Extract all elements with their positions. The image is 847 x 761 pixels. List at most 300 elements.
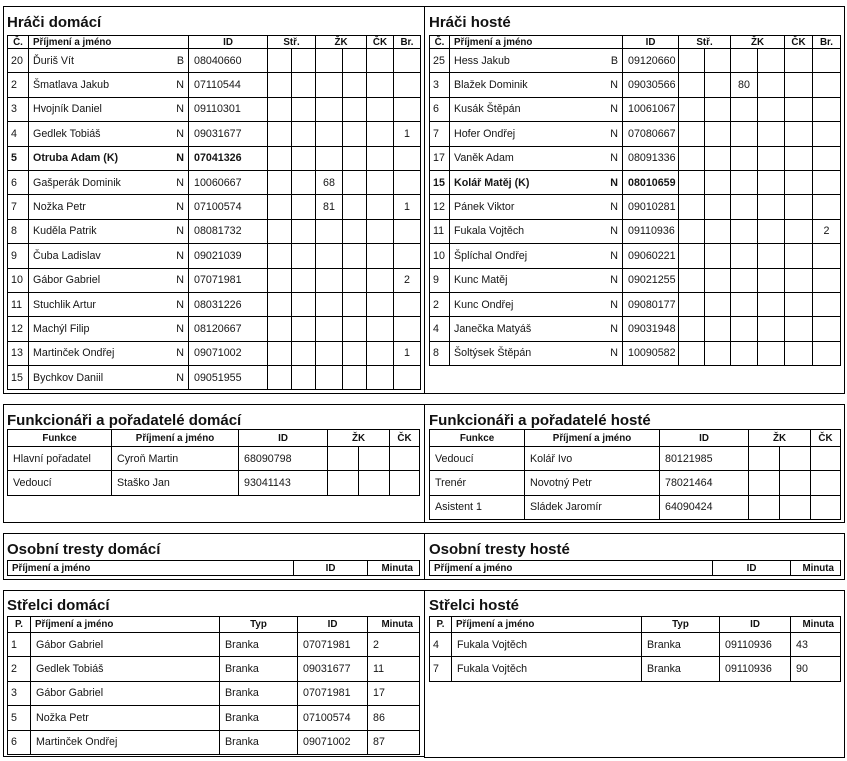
yellow-card-cell (780, 447, 811, 471)
player-flag: N (176, 371, 184, 384)
yellow-card-cell (343, 292, 367, 316)
player-number: 8 (430, 341, 450, 365)
substitution-cell (268, 317, 292, 341)
player-name: Hvojník Daniel (33, 103, 102, 116)
substitution-cell (705, 317, 731, 341)
player-name-cell (29, 73, 189, 97)
player-id: 09120660 (623, 49, 679, 73)
red-card-cell (785, 49, 813, 73)
player-flag: N (176, 103, 184, 116)
yellow-card-cell (359, 471, 390, 495)
scorer-row (8, 681, 420, 705)
col-minute: Minuta (791, 561, 841, 576)
scorer-name: Nožka Petr (31, 706, 220, 730)
yellow-card-cell (316, 366, 343, 390)
col-minute: Minuta (791, 617, 841, 633)
col-id: ID (189, 36, 268, 49)
player-row (430, 219, 841, 243)
substitution-cell (268, 341, 292, 365)
red-card-cell (785, 73, 813, 97)
scorer-row (8, 706, 420, 730)
official-function: Asistent 1 (430, 495, 525, 519)
player-flag: N (610, 225, 618, 238)
scorer-type: Branka (220, 681, 298, 705)
goals-cell (394, 366, 421, 390)
player-id: 08091336 (623, 146, 679, 170)
yellow-card-cell (758, 244, 785, 268)
player-name: Kunc Matěj (454, 274, 508, 287)
substitution-cell (679, 146, 705, 170)
player-name: Čuba Ladislav (33, 249, 101, 262)
yellow-card-cell (731, 122, 758, 146)
away-officials-table (429, 429, 841, 520)
player-name-wrapper (454, 55, 618, 67)
goals-cell: 2 (813, 219, 841, 243)
player-row (8, 97, 421, 121)
player-name-wrapper (33, 225, 184, 237)
goals-cell (813, 244, 841, 268)
header-row (8, 430, 420, 447)
player-name-wrapper (454, 299, 618, 311)
player-row (8, 195, 421, 219)
player-row (8, 268, 421, 292)
player-row (8, 146, 421, 170)
official-name: Cyroň Martin (112, 447, 239, 471)
player-row (430, 244, 841, 268)
yellow-card-cell (316, 292, 343, 316)
official-name: Staško Jan (112, 471, 239, 495)
substitution-cell (679, 292, 705, 316)
substitution-cell (268, 122, 292, 146)
substitution-cell (268, 97, 292, 121)
player-name: Stuchlik Artur (33, 298, 96, 311)
player-row (8, 341, 421, 365)
scorer-row (8, 657, 420, 681)
substitution-cell (292, 366, 316, 390)
yellow-card-cell (758, 268, 785, 292)
player-number: 4 (430, 317, 450, 341)
yellow-card-cell (780, 495, 811, 519)
away-penalties-title: Osobní tresty hosté (429, 541, 570, 558)
col-order: P. (8, 617, 31, 633)
player-name: Šmatlava Jakub (33, 79, 110, 92)
player-name: Nožka Petr (33, 201, 86, 214)
scorer-name: Fukala Vojtěch (452, 657, 642, 681)
col-id: ID (239, 430, 328, 447)
player-flag: N (176, 347, 184, 360)
substitution-cell (268, 49, 292, 73)
player-number: 3 (430, 73, 450, 97)
official-row (8, 471, 420, 495)
yellow-card-cell (343, 268, 367, 292)
red-card-cell (785, 195, 813, 219)
away-officials-title: Funkcionáři a pořadatelé hosté (429, 412, 651, 429)
player-name: Bychkov Daniil (33, 371, 104, 384)
scorer-minute: 17 (368, 681, 420, 705)
player-flag: N (176, 79, 184, 92)
red-card-cell (367, 73, 394, 97)
player-name-wrapper (33, 55, 184, 67)
substitution-cell (292, 97, 316, 121)
red-card-cell (785, 219, 813, 243)
player-id: 09031948 (623, 317, 679, 341)
header-row (8, 36, 421, 49)
red-card-cell (367, 49, 394, 73)
player-row (8, 170, 421, 194)
yellow-card-cell (758, 122, 785, 146)
player-name-wrapper (33, 250, 184, 262)
player-name-cell (450, 170, 623, 194)
goals-cell (394, 49, 421, 73)
col-function: Funkce (8, 430, 112, 447)
player-name-cell (29, 292, 189, 316)
goals-cell (394, 219, 421, 243)
official-function: Trenér (430, 471, 525, 495)
col-name: Příjmení a jméno (29, 36, 189, 49)
scorer-minute: 90 (791, 657, 841, 681)
player-name-cell (29, 97, 189, 121)
player-row (430, 73, 841, 97)
player-number: 10 (8, 268, 29, 292)
red-card-cell (367, 195, 394, 219)
scorer-id: 09110936 (720, 657, 791, 681)
player-name: Šoltýsek Štěpán (454, 347, 532, 360)
player-name-wrapper (454, 250, 618, 262)
scorer-order: 7 (430, 657, 452, 681)
col-id: ID (623, 36, 679, 49)
player-flag: N (610, 322, 618, 335)
player-number: 8 (8, 219, 29, 243)
goals-cell: 1 (394, 341, 421, 365)
yellow-card-cell (343, 170, 367, 194)
substitution-cell (268, 73, 292, 97)
player-row (430, 146, 841, 170)
player-id: 07080667 (623, 122, 679, 146)
red-card-cell (785, 97, 813, 121)
player-name-wrapper (33, 103, 184, 115)
goals-cell: 2 (394, 268, 421, 292)
substitution-cell (705, 146, 731, 170)
goals-cell (394, 146, 421, 170)
player-name-wrapper (33, 323, 184, 335)
player-name: Ďuriš Vít (33, 54, 74, 67)
player-id: 09080177 (623, 292, 679, 316)
substitution-cell (268, 170, 292, 194)
goals-cell (394, 170, 421, 194)
red-card-cell (367, 170, 394, 194)
player-name: Vaněk Adam (454, 152, 514, 165)
player-name-wrapper (454, 347, 618, 359)
player-name-wrapper (33, 177, 184, 189)
player-row (8, 366, 421, 390)
goals-cell (813, 341, 841, 365)
red-card-cell (367, 146, 394, 170)
player-flag: N (610, 249, 618, 262)
player-name-cell (450, 122, 623, 146)
player-id: 07071981 (189, 268, 268, 292)
player-flag: N (176, 322, 184, 335)
yellow-card-cell (731, 341, 758, 365)
player-number: 5 (8, 146, 29, 170)
red-card-cell (367, 219, 394, 243)
substitution-cell (705, 170, 731, 194)
player-number: 12 (8, 317, 29, 341)
official-id: 93041143 (239, 471, 328, 495)
player-name-cell (450, 146, 623, 170)
yellow-card-cell: 81 (316, 195, 343, 219)
yellow-card-cell (780, 471, 811, 495)
player-name-cell (29, 244, 189, 268)
yellow-card-cell (749, 471, 780, 495)
official-id: 68090798 (239, 447, 328, 471)
player-number: 12 (430, 195, 450, 219)
substitution-cell (292, 268, 316, 292)
player-number: 3 (8, 97, 29, 121)
player-row (430, 268, 841, 292)
substitution-cell (679, 341, 705, 365)
player-row (430, 341, 841, 365)
player-name: Pánek Viktor (454, 201, 515, 214)
player-flag: N (610, 298, 618, 311)
player-name-wrapper (33, 201, 184, 213)
player-id: 09031677 (189, 122, 268, 146)
header-row (430, 561, 841, 576)
player-name-cell (450, 97, 623, 121)
col-yellow-card: ŽK (749, 430, 811, 447)
player-flag: N (176, 298, 184, 311)
red-card-cell (785, 122, 813, 146)
player-row (430, 122, 841, 146)
player-name-wrapper (33, 299, 184, 311)
col-red-card: ČK (367, 36, 394, 49)
player-id: 09021039 (189, 244, 268, 268)
red-card-cell (367, 268, 394, 292)
col-id: ID (713, 561, 791, 576)
red-card-cell (390, 447, 420, 471)
home-scorers-table (7, 616, 420, 755)
red-card-cell (785, 268, 813, 292)
yellow-card-cell: 68 (316, 170, 343, 194)
col-name: Příjmení a jméno (452, 617, 642, 633)
yellow-card-cell (343, 195, 367, 219)
col-red-card: ČK (811, 430, 841, 447)
col-id: ID (720, 617, 791, 633)
col-red-card: ČK (390, 430, 420, 447)
official-id: 78021464 (660, 471, 749, 495)
substitution-cell (268, 195, 292, 219)
yellow-card-cell (316, 122, 343, 146)
player-id: 07041326 (189, 146, 268, 170)
home-penalties-title: Osobní tresty domácí (7, 541, 161, 558)
official-function: Vedoucí (8, 471, 112, 495)
col-type: Typ (220, 617, 298, 633)
red-card-cell (367, 341, 394, 365)
yellow-card-cell (343, 244, 367, 268)
player-name-wrapper (33, 274, 184, 286)
player-name-cell (450, 49, 623, 73)
yellow-card-cell (731, 244, 758, 268)
player-name: Gedlek Tobiáš (33, 127, 101, 140)
away-scorers-title: Střelci hosté (429, 597, 520, 614)
col-name: Příjmení a jméno (31, 617, 220, 633)
player-name: Hofer Ondřej (454, 127, 516, 140)
player-name-cell (29, 219, 189, 243)
substitution-cell (292, 317, 316, 341)
substitution-cell (705, 268, 731, 292)
header-row (430, 430, 841, 447)
player-flag: N (176, 274, 184, 287)
player-flag: B (610, 54, 618, 67)
header-row (430, 36, 841, 49)
player-flag: N (610, 201, 618, 214)
col-id: ID (294, 561, 368, 576)
player-number: 9 (430, 268, 450, 292)
home-scorers-title: Střelci domácí (7, 597, 110, 614)
home-officials-title: Funkcionáři a pořadatelé domácí (7, 412, 242, 429)
player-name-wrapper (33, 152, 184, 164)
player-name-cell (450, 317, 623, 341)
col-yellow-card: ŽK (316, 36, 367, 49)
official-row (430, 447, 841, 471)
away-penalties-table (429, 560, 841, 576)
player-id: 09060221 (623, 244, 679, 268)
substitution-cell (292, 49, 316, 73)
yellow-card-cell (758, 97, 785, 121)
yellow-card-cell (731, 49, 758, 73)
substitution-cell (705, 195, 731, 219)
yellow-card-cell (316, 73, 343, 97)
substitution-cell (679, 97, 705, 121)
home-officials-table (7, 429, 420, 496)
player-name-cell (29, 170, 189, 194)
scorer-type: Branka (220, 633, 298, 657)
player-flag: N (610, 347, 618, 360)
substitution-cell (292, 146, 316, 170)
official-function: Hlavní pořadatel (8, 447, 112, 471)
goals-cell (813, 122, 841, 146)
scorer-order: 3 (8, 681, 31, 705)
yellow-card-cell (731, 146, 758, 170)
yellow-card-cell (749, 447, 780, 471)
player-flag: N (610, 176, 618, 189)
player-id: 08031226 (189, 292, 268, 316)
player-name-cell (29, 317, 189, 341)
red-card-cell (785, 244, 813, 268)
header-row (8, 561, 420, 576)
col-goals: Br. (813, 36, 841, 49)
yellow-card-cell (758, 292, 785, 316)
substitution-cell (292, 341, 316, 365)
substitution-cell (705, 244, 731, 268)
goals-cell (813, 49, 841, 73)
scorer-id: 07071981 (298, 633, 368, 657)
player-name-cell (29, 49, 189, 73)
player-name-wrapper (454, 274, 618, 286)
red-card-cell (785, 317, 813, 341)
player-name-wrapper (454, 103, 618, 115)
yellow-card-cell (343, 97, 367, 121)
yellow-card-cell (343, 317, 367, 341)
col-name: Příjmení a jméno (450, 36, 623, 49)
red-card-cell (811, 447, 841, 471)
scorer-id: 07100574 (298, 706, 368, 730)
player-id: 08120667 (189, 317, 268, 341)
player-name-cell (450, 73, 623, 97)
yellow-card-cell (343, 341, 367, 365)
player-name-wrapper (33, 347, 184, 359)
player-flag: N (610, 152, 618, 165)
scorer-minute: 2 (368, 633, 420, 657)
red-card-cell (390, 471, 420, 495)
scorer-minute: 87 (368, 730, 420, 754)
yellow-card-cell (731, 219, 758, 243)
player-id: 09071002 (189, 341, 268, 365)
header-row (430, 617, 841, 633)
substitution-cell (679, 195, 705, 219)
yellow-card-cell (731, 268, 758, 292)
substitution-cell (679, 73, 705, 97)
yellow-card-cell (316, 97, 343, 121)
substitution-cell (679, 219, 705, 243)
substitution-cell (705, 341, 731, 365)
player-id: 09110301 (189, 97, 268, 121)
red-card-cell (785, 170, 813, 194)
substitution-cell (268, 244, 292, 268)
substitution-cell (705, 97, 731, 121)
goals-cell (813, 317, 841, 341)
player-flag: N (610, 274, 618, 287)
yellow-card-cell (316, 146, 343, 170)
col-type: Typ (642, 617, 720, 633)
red-card-cell (367, 317, 394, 341)
col-number: Č. (8, 36, 29, 49)
yellow-card-cell (343, 146, 367, 170)
official-name: Novotný Petr (525, 471, 660, 495)
player-id: 08040660 (189, 49, 268, 73)
substitution-cell (292, 219, 316, 243)
official-function: Vedoucí (430, 447, 525, 471)
red-card-cell (785, 341, 813, 365)
player-flag: N (610, 79, 618, 92)
scorer-order: 2 (8, 657, 31, 681)
yellow-card-cell (731, 317, 758, 341)
official-id: 80121985 (660, 447, 749, 471)
player-id: 08081732 (189, 219, 268, 243)
yellow-card-cell (316, 244, 343, 268)
player-number: 7 (430, 122, 450, 146)
player-number: 15 (430, 170, 450, 194)
player-id: 10061067 (623, 97, 679, 121)
scorer-type: Branka (642, 633, 720, 657)
goals-cell (813, 268, 841, 292)
player-id: 09110936 (623, 219, 679, 243)
scorer-name: Gedlek Tobiáš (31, 657, 220, 681)
col-number: Č. (430, 36, 450, 49)
yellow-card-cell (758, 146, 785, 170)
official-row (430, 471, 841, 495)
player-name-cell (450, 268, 623, 292)
scorer-id: 07071981 (298, 681, 368, 705)
player-flag: N (176, 176, 184, 189)
player-name: Janečka Matyáš (454, 322, 532, 335)
player-row (8, 122, 421, 146)
yellow-card-cell (343, 73, 367, 97)
header-row (8, 617, 420, 633)
player-flag: N (176, 152, 184, 165)
yellow-card-cell (749, 495, 780, 519)
player-name: Gábor Gabriel (33, 274, 101, 287)
substitution-cell (705, 73, 731, 97)
